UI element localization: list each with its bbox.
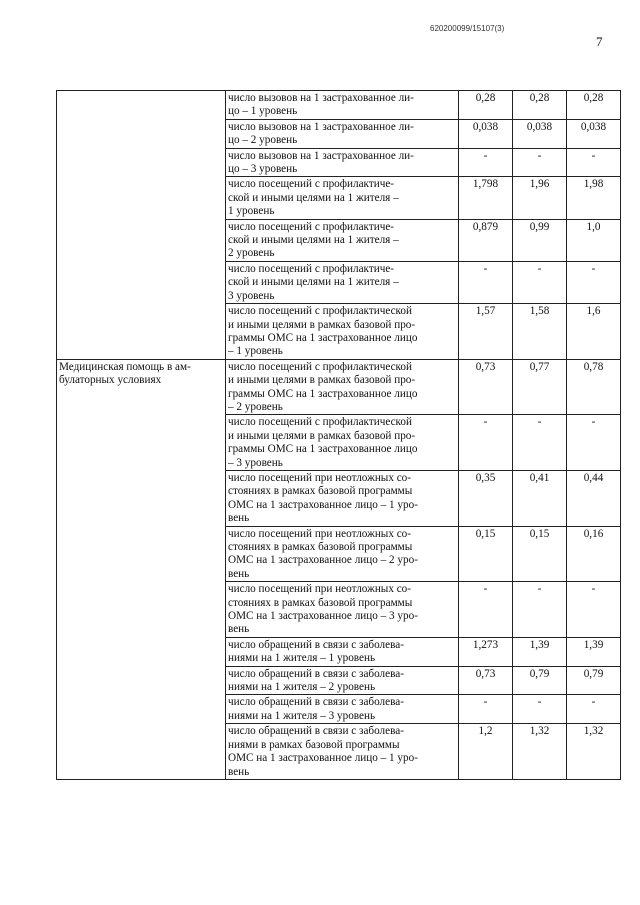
indicator-text-line: число посещений при неотложных со- [228, 471, 411, 484]
value-cell-year-2: 0,28 [513, 91, 567, 120]
value-cell-year-2: 0,77 [513, 359, 567, 415]
value-cell-year-2: 0,79 [513, 666, 567, 695]
indicator-text-line: число вызовов на 1 застрахованное ли- [228, 120, 414, 133]
indicator-text-line: число вызовов на 1 застрахованное ли- [228, 92, 414, 104]
value-cell-year-2: 1,58 [513, 304, 567, 360]
indicator-text-line: число обращений в связи с заболева- [228, 638, 404, 651]
value-cell-year-1: 0,038 [459, 119, 513, 148]
indicator-text-line: ской и иными целями на 1 жителя – [228, 276, 399, 289]
indicator-cell [226, 470, 459, 526]
indicator-text-line: граммы ОМС на 1 застрахованное лицо [228, 443, 418, 456]
indicator-text-line: число посещений с профилактической [228, 360, 412, 373]
indicator-text-line: стояниях в рамках базовой программы [228, 596, 413, 609]
indicator-text-line: вень [228, 567, 250, 580]
value-cell-year-1: 0,35 [459, 470, 513, 526]
value-cell-year-2: 0,41 [513, 470, 567, 526]
indicator-text-line: 2 уровень [228, 247, 275, 260]
value-cell-year-2: 1,96 [513, 177, 567, 219]
value-cell-year-2: - [513, 582, 567, 638]
indicator-text-line: 1 уровень [228, 205, 275, 218]
indicator-text-line: вень [228, 765, 250, 778]
value-cell-year-1: 0,28 [459, 91, 513, 120]
indicator-cell [226, 304, 459, 360]
indicator-cell [226, 526, 459, 582]
indicator-text-line: цо – 3 уровень [228, 163, 298, 176]
table-row [57, 359, 621, 415]
indicator-text-line: ниями на 1 жителя – 3 уровень [228, 709, 376, 722]
value-cell-year-3: 1,98 [567, 177, 621, 219]
value-cell-year-2: 0,99 [513, 219, 567, 261]
indicator-text-line: 3 уровень [228, 289, 275, 302]
indicator-text-line: число вызовов на 1 застрахованное ли- [228, 149, 414, 162]
value-cell-year-2: 0,038 [513, 119, 567, 148]
value-cell-year-2: 1,39 [513, 637, 567, 666]
value-cell-year-2: - [513, 261, 567, 303]
value-cell-year-3: - [567, 695, 621, 724]
indicator-text-line: – 2 уровень [228, 400, 283, 413]
value-cell-year-3: - [567, 415, 621, 471]
indicator-cell [226, 359, 459, 415]
indicator-text-line: стояниях в рамках базовой программы [228, 485, 413, 498]
indicator-cell [226, 91, 459, 120]
indicator-text-line: и иными целями в рамках базовой про- [228, 429, 416, 442]
indicator-text-line: ОМС на 1 застрахованное лицо – 2 уро- [228, 554, 418, 567]
indicator-text-line: ниями в рамках базовой программы [228, 738, 400, 751]
indicator-cell [226, 637, 459, 666]
value-cell-year-2: - [513, 415, 567, 471]
value-cell-year-2: - [513, 148, 567, 177]
value-cell-year-2: 0,15 [513, 526, 567, 582]
value-cell-year-3: - [567, 261, 621, 303]
indicators-table-body [57, 91, 621, 780]
value-cell-year-3: 0,79 [567, 666, 621, 695]
indicator-text-line: стояниях в рамках базовой программы [228, 541, 413, 553]
indicator-text-line: число обращений в связи с заболева- [228, 725, 404, 738]
indicator-text-line: ской и иными целями на 1 жителя – [228, 234, 399, 247]
document-id: 620200099/15107(3) [430, 24, 505, 33]
indicator-text-line: вень [228, 512, 250, 525]
value-cell-year-1: 0,73 [459, 359, 513, 415]
indicator-text-line: ОМС на 1 застрахованное лицо – 1 уро- [228, 752, 418, 765]
indicator-text-line: число посещений с профилактиче- [228, 220, 395, 233]
indicator-text-line: число посещений с профилактиче- [228, 262, 395, 275]
value-cell-year-2: - [513, 695, 567, 724]
value-cell-year-1: 1,2 [459, 724, 513, 780]
indicator-cell [226, 582, 459, 638]
indicator-cell [226, 695, 459, 724]
page-number: 7 [596, 34, 603, 49]
indicator-text-line: и иными целями в рамках базовой про- [228, 374, 416, 387]
value-cell-year-3: 0,44 [567, 470, 621, 526]
indicator-text-line: число посещений с профилактической [228, 416, 412, 429]
indicator-text-line: число посещений с профилактиче- [228, 178, 395, 191]
category-text-line: булаторных условиях [59, 374, 162, 387]
indicator-cell [226, 261, 459, 303]
indicator-cell [226, 219, 459, 261]
value-cell-year-3: 1,0 [567, 219, 621, 261]
indicators-table [56, 90, 621, 780]
indicator-text-line: граммы ОМС на 1 застрахованное лицо [228, 331, 418, 344]
value-cell-year-1: 1,57 [459, 304, 513, 360]
table-row [57, 91, 621, 120]
indicator-text-line: ОМС на 1 застрахованное лицо – 1 уро- [228, 498, 418, 511]
value-cell-year-3: 0,78 [567, 359, 621, 415]
value-cell-year-1: - [459, 695, 513, 724]
value-cell-year-3: - [567, 582, 621, 638]
indicator-text-line: ниями на 1 жителя – 2 уровень [228, 681, 376, 694]
indicator-cell [226, 177, 459, 219]
category-text-line: Медицинская помощь в ам- [59, 360, 191, 373]
indicator-text-line: вень [228, 623, 250, 636]
indicator-cell [226, 119, 459, 148]
value-cell-year-1: 0,15 [459, 526, 513, 582]
value-cell-year-3: 1,6 [567, 304, 621, 360]
indicator-cell [226, 724, 459, 780]
value-cell-year-1: 1,273 [459, 637, 513, 666]
value-cell-year-1: 1,798 [459, 177, 513, 219]
value-cell-year-1: - [459, 415, 513, 471]
indicator-text-line: число посещений при неотложных со- [228, 527, 411, 540]
value-cell-year-1: 0,73 [459, 666, 513, 695]
value-cell-year-3: 1,39 [567, 637, 621, 666]
value-cell-year-3: 1,32 [567, 724, 621, 780]
value-cell-year-3: 0,038 [567, 119, 621, 148]
indicator-text-line: ниями на 1 жителя – 1 уровень [228, 652, 376, 665]
value-cell-year-1: - [459, 582, 513, 638]
indicator-cell [226, 148, 459, 177]
value-cell-year-1: - [459, 261, 513, 303]
indicator-cell [226, 666, 459, 695]
indicator-text-line: граммы ОМС на 1 застрахованное лицо [228, 387, 418, 400]
value-cell-year-1: - [459, 148, 513, 177]
indicator-text-line: и иными целями в рамках базовой про- [228, 318, 416, 331]
indicator-text-line: ОМС на 1 застрахованное лицо – 3 уро- [228, 610, 418, 623]
value-cell-year-2: 1,32 [513, 724, 567, 780]
category-cell-blank [57, 91, 226, 360]
value-cell-year-3: - [567, 148, 621, 177]
value-cell-year-3: 0,28 [567, 91, 621, 120]
indicator-text-line: число обращений в связи с заболева- [228, 696, 404, 709]
category-cell [57, 359, 226, 779]
indicator-text-line: цо – 2 уровень [228, 134, 298, 147]
indicator-cell [226, 415, 459, 471]
indicator-text-line: цо – 1 уровень [228, 105, 298, 118]
indicator-text-line: ской и иными целями на 1 жителя – [228, 191, 399, 204]
indicator-text-line: число посещений с профилактической [228, 305, 412, 318]
value-cell-year-3: 0,16 [567, 526, 621, 582]
value-cell-year-1: 0,879 [459, 219, 513, 261]
indicator-text-line: – 3 уровень [228, 456, 283, 469]
indicator-text-line: число посещений при неотложных со- [228, 583, 411, 596]
indicator-text-line: – 1 уровень [228, 345, 283, 358]
indicator-text-line: число обращений в связи с заболева- [228, 667, 404, 680]
